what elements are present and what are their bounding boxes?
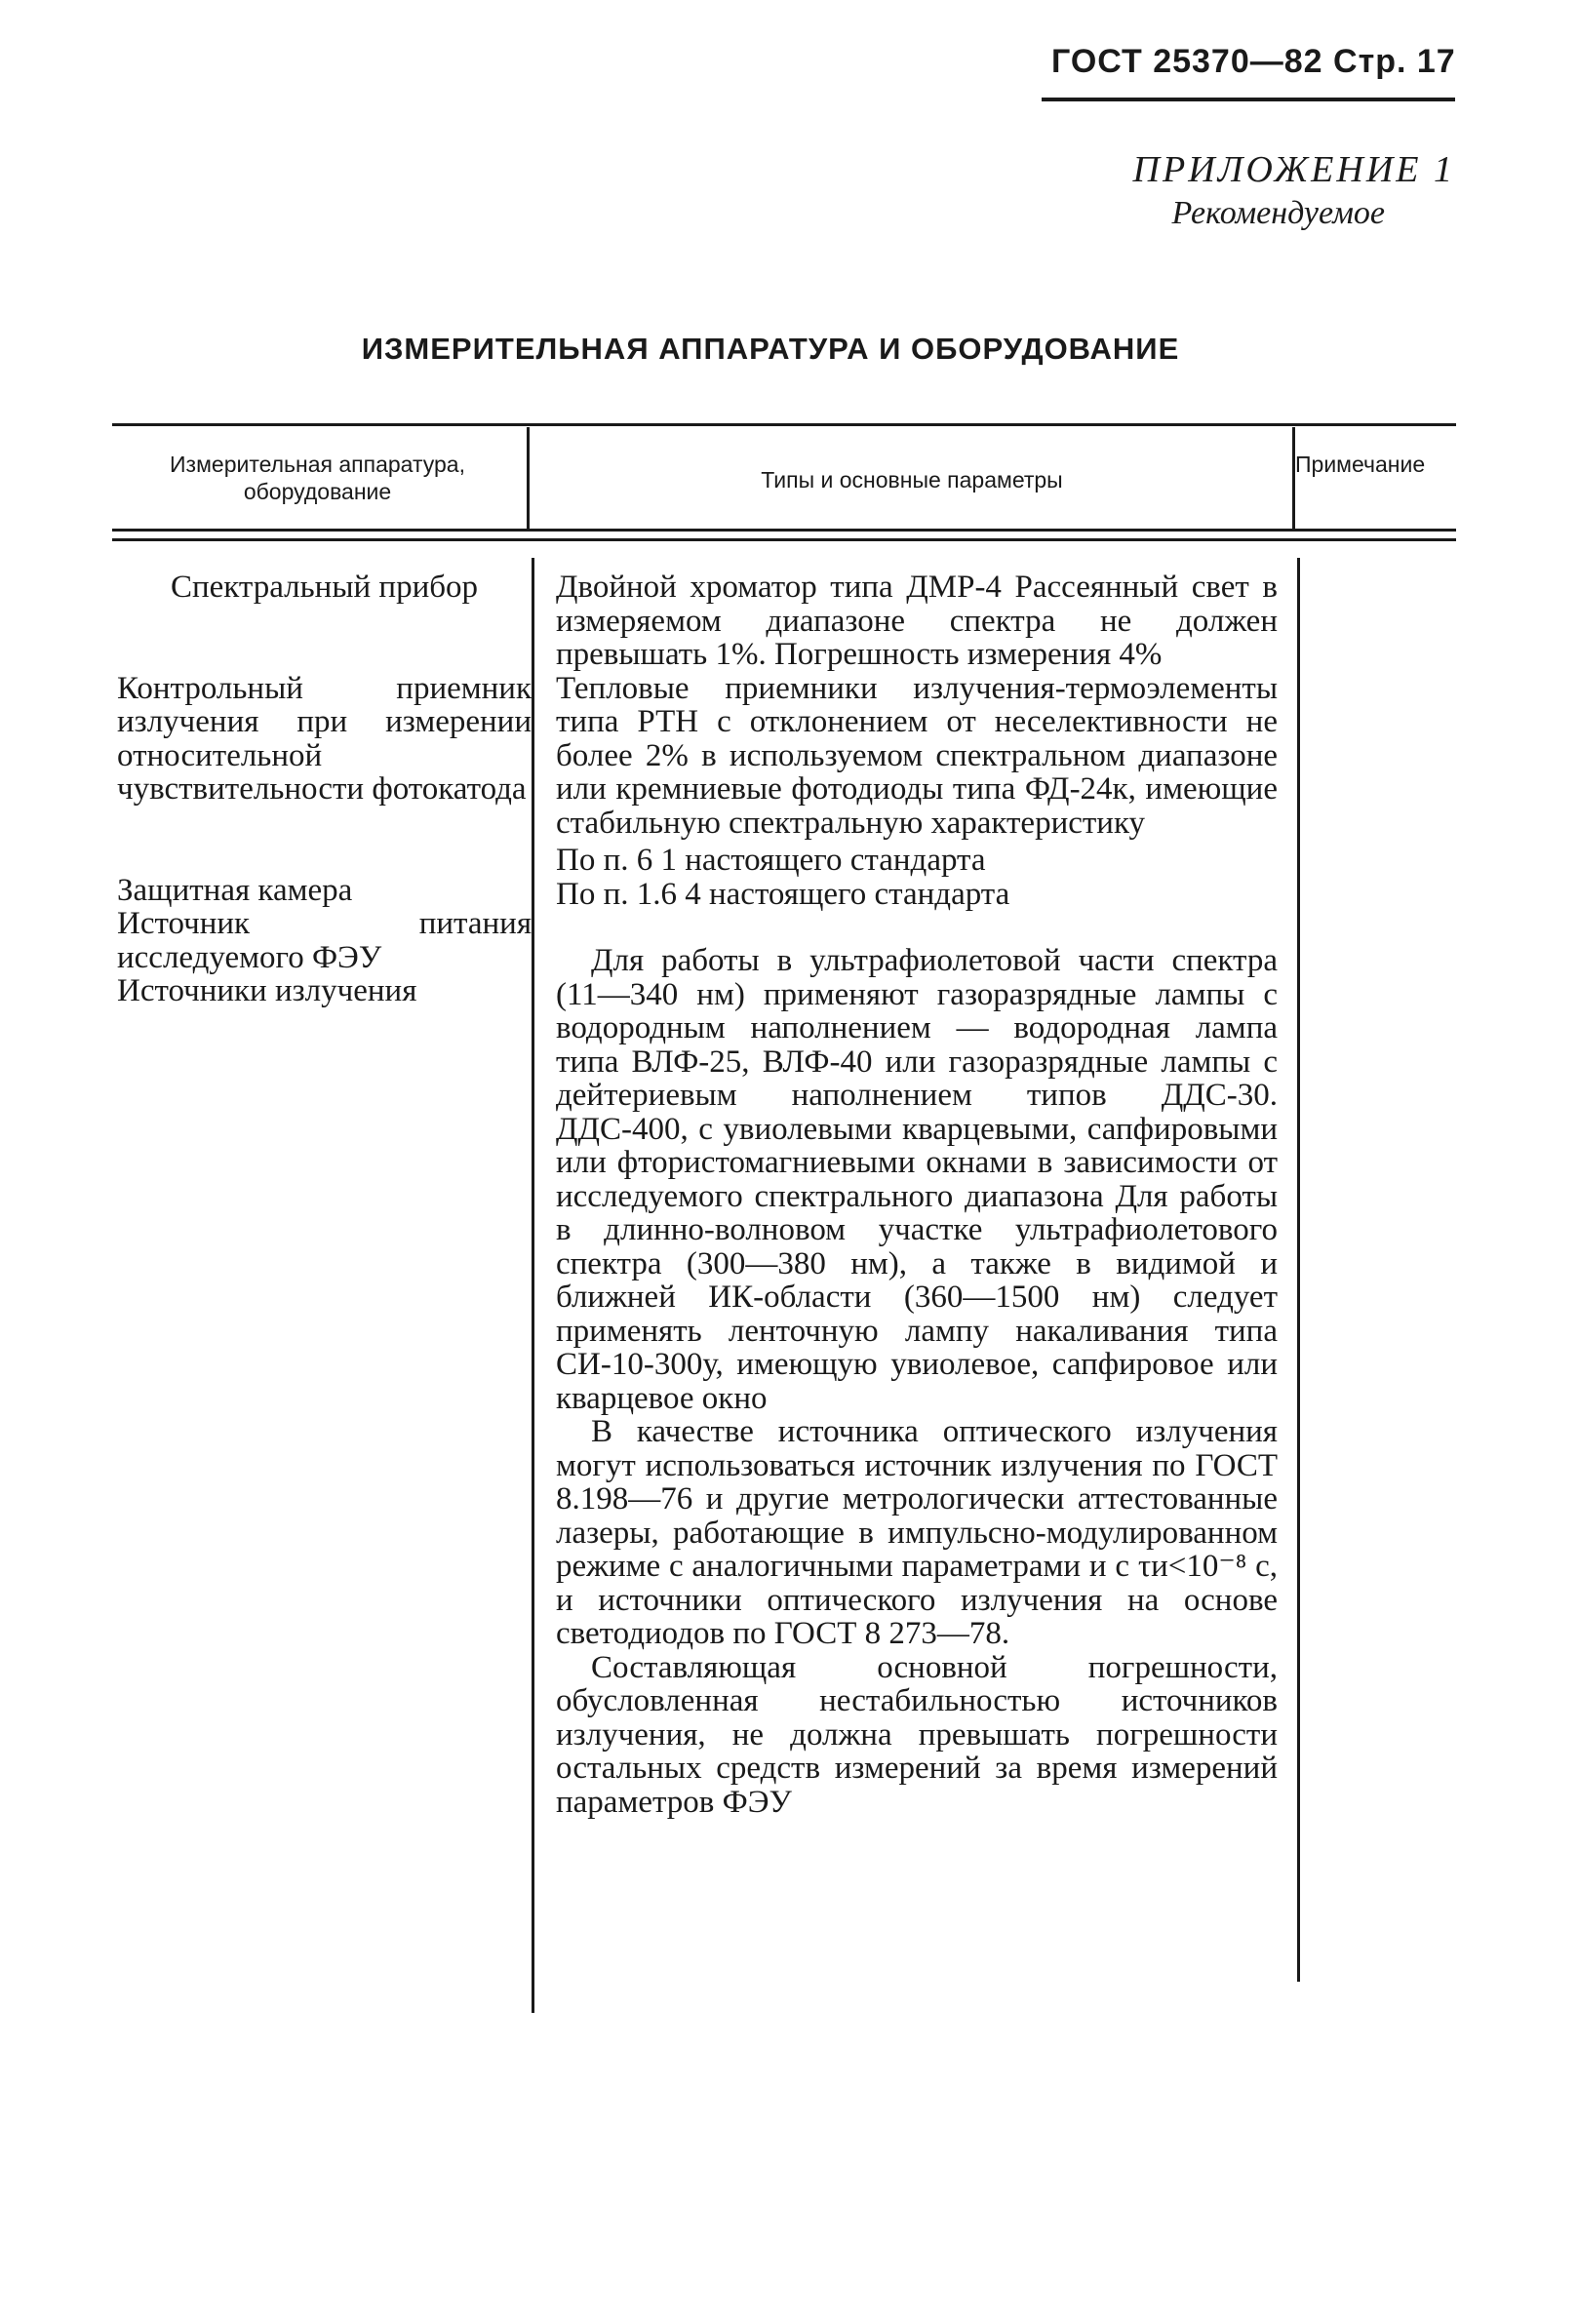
equipment-item: Защитная камера [117, 872, 353, 908]
table-header-rule-1 [112, 529, 1456, 532]
parameters-paragraph: Составляющая основной погрешности, обусловленная нестабильностью источников излучения, не должна превышать погрешности остальных средств измерений за время измерений параметров ФЭУ [556, 1649, 1278, 1820]
standard-number: ГОСТ 25370—82 [1051, 43, 1323, 80]
page-header [1051, 43, 1454, 81]
equipment-item: Источники излучения [117, 973, 417, 1008]
table-header-rule-2 [112, 538, 1456, 541]
equipment-item: Контрольный приемник излучения при измерении относительной чувствительности фотокатода [117, 670, 532, 807]
parameters-column [556, 571, 1278, 1819]
body-divider-1 [532, 558, 534, 2013]
header-note: Примечание [1295, 452, 1426, 477]
parameters-item: Двойной хроматор типа ДМР-4 Рассеянный свет в измеряемом диапазоне спектра не должен превышать 1%. Погрешность измерения 4% [556, 570, 1278, 672]
appendix-title: ПРИЛОЖЕНИЕ 1 [1132, 149, 1455, 190]
table-top-rule [112, 423, 1456, 426]
header-rule [1042, 98, 1455, 101]
page-title: ИЗМЕРИТЕЛЬНАЯ АППАРАТУРА И ОБОРУДОВАНИЕ [361, 332, 1180, 366]
equipment-item: Спектральный прибор [170, 570, 479, 605]
page-number: Стр. 17 [1333, 43, 1456, 80]
header-divider-1 [527, 427, 530, 529]
parameters-paragraph: В качестве источника оптического излучения могут использоваться источник излучения по ГОСТ 8.198—76 и другие метрологически аттестованные лазеры, работающие в импульсно-модулированном режиме с аналогичными параметрами и с τи<10⁻⁸ с, и источники оптического излучения на основе светодиодов по ГОСТ 8 273—78. [556, 1414, 1278, 1651]
header-parameters: Типы и основные параметры [761, 467, 1063, 492]
parameters-item: По п. 6 1 настоящего стандарта [556, 843, 986, 878]
body-divider-2 [1297, 558, 1300, 1982]
equipment-item: Источник питания исследуемого ФЭУ [117, 906, 532, 975]
parameters-paragraph: Для работы в ультрафиолетовой части спектра (11—340 нм) применяют газоразрядные лампы с водородным наполнением — водородная лампа типа ВЛФ-25, ВЛФ-40 или газоразрядные лампы с дейтериевым наполнением типов ДДС-30. ДДС-400, с увиолевыми кварцевыми, сапфировыми или фтористомагниевыми окнами в зависимости от исследуемого спектрального диапазона Для работы в длинно-волновом участке ультрафиолетового спектра (300—380 нм), а также в видимой и ближней ИК-области (360—1500 нм) следует применять ленточную лампу накаливания типа СИ-10-300у, имеющую увиолевое, сапфировое или кварцевое окно [556, 943, 1278, 1416]
equipment-column [117, 571, 532, 1008]
header-equipment: Измерительная аппаратура, оборудование [170, 452, 465, 504]
header-divider-2 [1292, 427, 1295, 529]
parameters-item: По п. 1.6 4 настоящего стандарта [556, 876, 1010, 912]
parameters-item: Тепловые приемники излучения-термоэлементы типа РТН с отклонением от неселективности не более 2% в используемом спектральном диапазоне или кремниевые фотодиоды типа ФД-24к, имеющие стабильную спектральную характеристику [556, 670, 1278, 841]
appendix-status: Рекомендуемое [1171, 195, 1385, 231]
